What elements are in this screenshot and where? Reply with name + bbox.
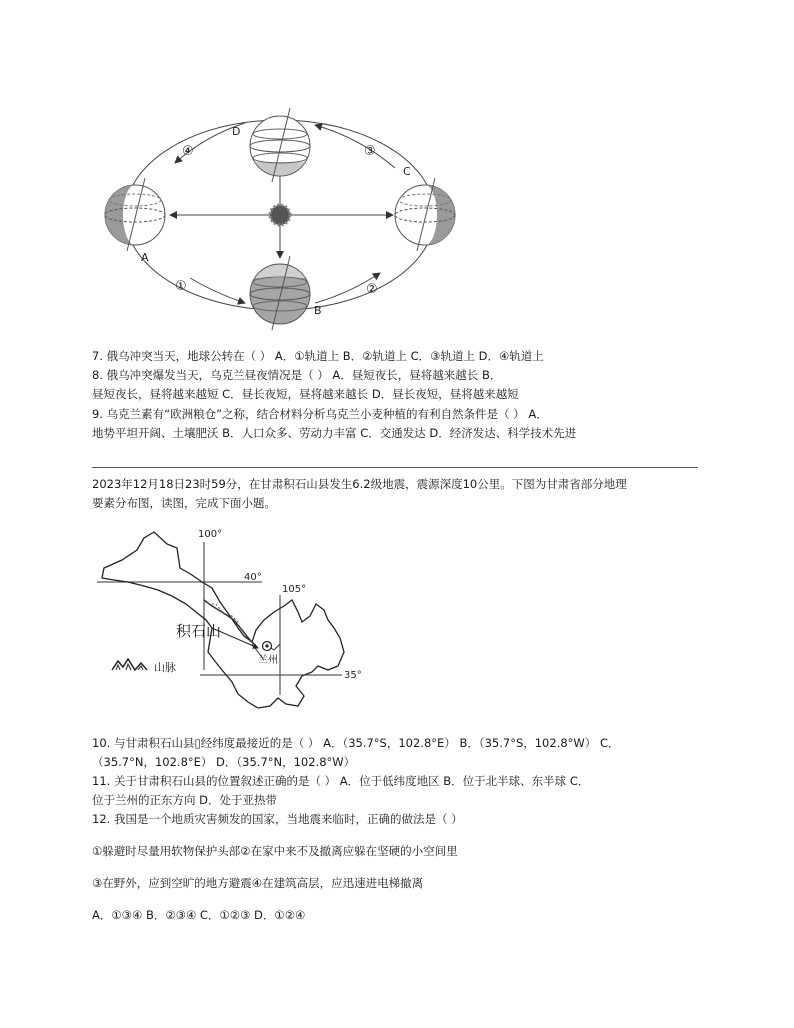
segment-4: ④ (182, 144, 194, 159)
question-8-line-1: 8. 俄乌冲突爆发当天，乌克兰昼夜情况是（ ） A．昼短夜长，昼将越来越长 B． (92, 368, 502, 382)
earth-a (105, 178, 165, 251)
lon-105-label: 105° (282, 584, 307, 595)
intro-line-1: 2023年12月18日23时59分，在甘肃积石山县发生6.2级地震，震源深度10公里。下图为甘肃省部分地理 (92, 477, 627, 491)
segment-3: ③ (364, 144, 376, 159)
label-c: C (403, 165, 411, 178)
question-10-line-2: （35.7°N，102.8°E） D．（35.7°N，102.8°W） (92, 755, 356, 769)
gansu-map (92, 520, 382, 720)
lat-40-label: 40° (244, 572, 262, 583)
sun-icon (270, 205, 290, 225)
question-9-line-2: 地势平坦开阔、土壤肥沃 B．人口众多、劳动力丰富 C．交通发达 D．经济发达、科学技术先进 (92, 426, 577, 440)
question-8-line-2: 昼短夜长，昼将越来越短 C．昼长夜短，昼将越来越长 D．昼长夜短，昼将越来越短 (92, 387, 519, 401)
label-d: D (232, 125, 241, 138)
question-9-line-1: 9. 乌克兰素有“欧洲粮仓”之称，结合材料分析乌克兰小麦种植的有利自然条件是（ ） A． (92, 407, 548, 421)
lon-100-label: 100° (198, 529, 223, 540)
segment-2: ② (366, 282, 378, 297)
section-divider (92, 467, 698, 468)
intro-line-2: 要素分布图，读图，完成下面小题。 (92, 496, 276, 510)
earth-b (250, 256, 310, 330)
question-12-statement-1: ①躲避时尽量用软物保护头部②在家中来不及撤离应躲在坚硬的小空间里 (92, 844, 458, 858)
question-7: 7. 俄乌冲突当天，地球公转在（ ） A．①轨道上 B．②轨道上 C．③轨道上 D．④轨道上 (92, 349, 544, 363)
jishishan-label: 积石山 (176, 622, 222, 640)
earth-orbit-diagram (95, 98, 465, 333)
label-b: B (314, 304, 322, 317)
segment-1: ① (175, 279, 187, 294)
legend-mountain-label: 山脉 (154, 661, 176, 674)
question-11-line-1: 11. 关于甘肃积石山县的位置叙述正确的是（ ） A．位于低纬度地区 B．位于北半球、东半球 C． (92, 774, 590, 788)
lanzhou-label: 兰州 (258, 655, 278, 666)
earth-d (250, 108, 310, 182)
gansu-outline (102, 532, 344, 708)
label-a: A (141, 251, 149, 264)
earth-c (395, 178, 455, 251)
question-11-line-2: 位于兰州的正东方向 D．处于亚热带 (92, 793, 278, 807)
question-10-line-1: 10. 与甘肃积石山县▯经纬度最接近的是（ ） A．（35.7°S，102.8°E） B．（35.7°S，102.8°W） C． (92, 736, 620, 750)
question-12: 12. 我国是一个地质灾害频发的国家，当地震来临时，正确的做法是（ ） (92, 812, 463, 826)
question-12-answers: A．①③④ B．②③④ C．①②③ D．①②④ (92, 908, 306, 922)
question-12-statement-2: ③在野外，应到空旷的地方避震④在建筑高层，应迅速进电梯撤离 (92, 876, 424, 890)
lat-35-label: 35° (344, 670, 362, 681)
mountain-icon (112, 659, 147, 670)
